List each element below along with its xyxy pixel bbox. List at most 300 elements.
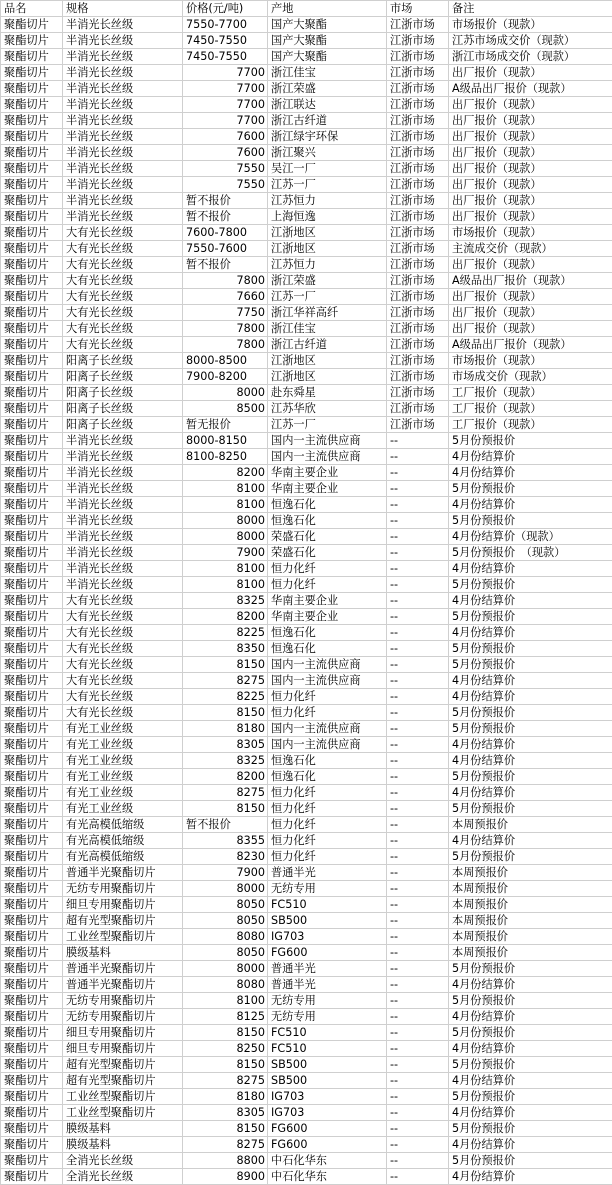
cell-product: 聚酯切片 (1, 737, 63, 753)
cell-spec: 无纺专用聚酯切片 (63, 881, 183, 897)
cell-origin: 江苏一厂 (268, 177, 387, 193)
cell-product: 聚酯切片 (1, 609, 63, 625)
cell-market: 江浙市场 (387, 33, 449, 49)
table-row (1, 401, 612, 417)
cell-price: 8000-8500 (183, 353, 268, 369)
table-row (1, 577, 612, 593)
table-row (1, 689, 612, 705)
cell-remark: 5月份预报价 (449, 1121, 612, 1137)
cell-market: -- (387, 641, 449, 657)
table-row (1, 513, 612, 529)
cell-origin: 江浙地区 (268, 225, 387, 241)
table-row (1, 321, 612, 337)
cell-spec: 有光高模低缩级 (63, 849, 183, 865)
cell-product: 聚酯切片 (1, 1073, 63, 1089)
cell-product: 聚酯切片 (1, 17, 63, 33)
cell-market: -- (387, 1121, 449, 1137)
cell-spec: 大有光长丝级 (63, 689, 183, 705)
cell-remark: 浙江市场成交价（现款） (449, 49, 612, 65)
cell-price: 8000 (183, 881, 268, 897)
cell-market: -- (387, 1169, 449, 1185)
cell-product: 聚酯切片 (1, 177, 63, 193)
cell-origin: 恒力化纤 (268, 689, 387, 705)
cell-origin: 恒力化纤 (268, 705, 387, 721)
cell-origin: 浙江华祥高纤 (268, 305, 387, 321)
cell-market: -- (387, 481, 449, 497)
cell-price: 8500 (183, 401, 268, 417)
cell-spec: 膜级基料 (63, 945, 183, 961)
cell-price: 8225 (183, 625, 268, 641)
cell-price: 7750 (183, 305, 268, 321)
cell-price: 7450-7550 (183, 33, 268, 49)
cell-market: -- (387, 833, 449, 849)
cell-product: 聚酯切片 (1, 849, 63, 865)
cell-origin: FC510 (268, 1025, 387, 1041)
table-row (1, 449, 612, 465)
table-row (1, 545, 612, 561)
cell-product: 聚酯切片 (1, 449, 63, 465)
cell-spec: 半消光长丝级 (63, 33, 183, 49)
cell-remark: 4月份结算价 (449, 833, 612, 849)
cell-product: 聚酯切片 (1, 689, 63, 705)
cell-price: 8050 (183, 945, 268, 961)
cell-market: 江浙市场 (387, 49, 449, 65)
cell-origin: 江苏一厂 (268, 417, 387, 433)
cell-remark: 4月份结算价 (449, 449, 612, 465)
cell-origin: 江苏恒力 (268, 193, 387, 209)
cell-spec: 半消光长丝级 (63, 529, 183, 545)
cell-remark: 出厂报价（现款） (449, 65, 612, 81)
table-row (1, 17, 612, 33)
cell-product: 聚酯切片 (1, 913, 63, 929)
cell-market: -- (387, 609, 449, 625)
cell-price: 8000 (183, 529, 268, 545)
cell-product: 聚酯切片 (1, 337, 63, 353)
cell-remark: 出厂报价（现款） (449, 129, 612, 145)
table-row (1, 801, 612, 817)
cell-spec: 细旦专用聚酯切片 (63, 897, 183, 913)
cell-spec: 大有光长丝级 (63, 337, 183, 353)
cell-market: 江浙市场 (387, 113, 449, 129)
cell-price: 8150 (183, 1057, 268, 1073)
cell-price: 8080 (183, 929, 268, 945)
cell-price: 暂不报价 (183, 209, 268, 225)
cell-spec: 半消光长丝级 (63, 177, 183, 193)
header-price: 价格(元/吨) (183, 1, 268, 17)
cell-origin: 国内一主流供应商 (268, 433, 387, 449)
cell-remark: 4月份结算价 (449, 625, 612, 641)
cell-market: 江浙市场 (387, 385, 449, 401)
cell-product: 聚酯切片 (1, 401, 63, 417)
table-row (1, 465, 612, 481)
cell-spec: 工业丝型聚酯切片 (63, 1089, 183, 1105)
cell-price: 8150 (183, 657, 268, 673)
cell-price: 8325 (183, 593, 268, 609)
cell-market: -- (387, 1105, 449, 1121)
cell-product: 聚酯切片 (1, 1121, 63, 1137)
table-row (1, 1105, 612, 1121)
cell-market: -- (387, 1073, 449, 1089)
cell-product: 聚酯切片 (1, 881, 63, 897)
cell-remark: 出厂报价（现款） (449, 321, 612, 337)
cell-origin: 浙江绿宇环保 (268, 129, 387, 145)
cell-market: 江浙市场 (387, 161, 449, 177)
cell-price: 8225 (183, 689, 268, 705)
table-row (1, 753, 612, 769)
cell-origin: IG703 (268, 1105, 387, 1121)
cell-remark: 出厂报价（现款） (449, 145, 612, 161)
cell-product: 聚酯切片 (1, 1105, 63, 1121)
table-row (1, 1121, 612, 1137)
cell-product: 聚酯切片 (1, 81, 63, 97)
cell-market: -- (387, 945, 449, 961)
cell-spec: 超有光型聚酯切片 (63, 1073, 183, 1089)
cell-origin: 国产大聚酯 (268, 33, 387, 49)
table-row (1, 65, 612, 81)
header-remark: 备注 (449, 1, 612, 17)
cell-remark: 市场成交价（现款） (449, 369, 612, 385)
cell-remark: 出厂报价（现款） (449, 193, 612, 209)
cell-origin: 华南主要企业 (268, 481, 387, 497)
cell-product: 聚酯切片 (1, 433, 63, 449)
header-spec: 规格 (63, 1, 183, 17)
cell-price: 8900 (183, 1169, 268, 1185)
cell-spec: 细旦专用聚酯切片 (63, 1025, 183, 1041)
cell-product: 聚酯切片 (1, 465, 63, 481)
cell-product: 聚酯切片 (1, 353, 63, 369)
table-row (1, 1137, 612, 1153)
cell-market: 江浙市场 (387, 177, 449, 193)
cell-product: 聚酯切片 (1, 801, 63, 817)
cell-remark: A级品出厂报价（现款） (449, 81, 612, 97)
cell-remark: 5月份预报价 (449, 1089, 612, 1105)
cell-remark: 4月份结算价 (449, 753, 612, 769)
cell-origin: 无纺专用 (268, 1009, 387, 1025)
cell-market: -- (387, 769, 449, 785)
cell-origin: 恒力化纤 (268, 833, 387, 849)
table-row (1, 497, 612, 513)
cell-product: 聚酯切片 (1, 129, 63, 145)
cell-remark: 4月份结算价 (449, 689, 612, 705)
cell-market: 江浙市场 (387, 401, 449, 417)
cell-spec: 阳离子长丝级 (63, 353, 183, 369)
cell-market: -- (387, 561, 449, 577)
cell-origin: FG600 (268, 1137, 387, 1153)
table-row (1, 81, 612, 97)
cell-spec: 大有光长丝级 (63, 305, 183, 321)
cell-origin: 恒力化纤 (268, 561, 387, 577)
cell-market: -- (387, 737, 449, 753)
cell-spec: 半消光长丝级 (63, 17, 183, 33)
cell-spec: 普通半光聚酯切片 (63, 865, 183, 881)
cell-product: 聚酯切片 (1, 481, 63, 497)
table-row (1, 145, 612, 161)
table-row (1, 945, 612, 961)
cell-remark: 4月份结算价（现款） (449, 529, 612, 545)
cell-product: 聚酯切片 (1, 529, 63, 545)
cell-remark: 主流成交价（现款） (449, 241, 612, 257)
table-row (1, 817, 612, 833)
cell-market: 江浙市场 (387, 81, 449, 97)
cell-remark: 本周预报价 (449, 945, 612, 961)
cell-spec: 半消光长丝级 (63, 465, 183, 481)
cell-origin: 国内一主流供应商 (268, 657, 387, 673)
cell-price: 7550 (183, 177, 268, 193)
cell-remark: 5月份预报价 (449, 1025, 612, 1041)
cell-spec: 阳离子长丝级 (63, 385, 183, 401)
cell-spec: 大有光长丝级 (63, 705, 183, 721)
cell-price: 8150 (183, 1025, 268, 1041)
cell-price: 8250 (183, 1041, 268, 1057)
cell-remark: 出厂报价（现款） (449, 305, 612, 321)
table-row (1, 561, 612, 577)
cell-market: 江浙市场 (387, 417, 449, 433)
cell-product: 聚酯切片 (1, 369, 63, 385)
cell-market: -- (387, 657, 449, 673)
table-row (1, 865, 612, 881)
table-row (1, 929, 612, 945)
table-row (1, 385, 612, 401)
cell-price: 8180 (183, 721, 268, 737)
cell-origin: 普通半光 (268, 865, 387, 881)
cell-remark: 本周预报价 (449, 913, 612, 929)
cell-origin: 江苏华欣 (268, 401, 387, 417)
cell-product: 聚酯切片 (1, 1041, 63, 1057)
table-row (1, 785, 612, 801)
cell-product: 聚酯切片 (1, 561, 63, 577)
cell-product: 聚酯切片 (1, 833, 63, 849)
cell-origin: IG703 (268, 929, 387, 945)
cell-remark: 4月份结算价 (449, 465, 612, 481)
table-row (1, 241, 612, 257)
cell-remark: 4月份结算价 (449, 785, 612, 801)
cell-origin: 恒逸石化 (268, 497, 387, 513)
cell-remark: 5月份预报价 (449, 657, 612, 673)
cell-origin: 荣盛石化 (268, 529, 387, 545)
cell-price: 8355 (183, 833, 268, 849)
cell-spec: 大有光长丝级 (63, 241, 183, 257)
cell-spec: 半消光长丝级 (63, 145, 183, 161)
cell-remark: 4月份结算价 (449, 977, 612, 993)
cell-price: 8080 (183, 977, 268, 993)
cell-market: -- (387, 849, 449, 865)
cell-spec: 膜级基料 (63, 1137, 183, 1153)
cell-remark: 工厂报价（现款） (449, 417, 612, 433)
cell-product: 聚酯切片 (1, 721, 63, 737)
table-row (1, 433, 612, 449)
cell-market: -- (387, 1153, 449, 1169)
cell-market: -- (387, 1137, 449, 1153)
cell-origin: 江苏一厂 (268, 289, 387, 305)
cell-price: 8275 (183, 1137, 268, 1153)
cell-spec: 大有光长丝级 (63, 257, 183, 273)
cell-market: -- (387, 977, 449, 993)
table-row (1, 305, 612, 321)
cell-spec: 半消光长丝级 (63, 65, 183, 81)
cell-product: 聚酯切片 (1, 769, 63, 785)
cell-product: 聚酯切片 (1, 705, 63, 721)
cell-spec: 大有光长丝级 (63, 593, 183, 609)
cell-remark: 5月份预报价 (449, 609, 612, 625)
cell-spec: 大有光长丝级 (63, 657, 183, 673)
cell-spec: 全消光长丝级 (63, 1169, 183, 1185)
cell-market: -- (387, 785, 449, 801)
cell-spec: 大有光长丝级 (63, 625, 183, 641)
cell-origin: 上海恒逸 (268, 209, 387, 225)
cell-remark: 工厂报价（现款） (449, 385, 612, 401)
cell-remark: 出厂报价（现款） (449, 209, 612, 225)
table-row (1, 849, 612, 865)
cell-spec: 全消光长丝级 (63, 1153, 183, 1169)
cell-price: 7450-7550 (183, 49, 268, 65)
cell-price: 8000 (183, 385, 268, 401)
table-row (1, 737, 612, 753)
table-row (1, 129, 612, 145)
cell-remark: 4月份结算价 (449, 1073, 612, 1089)
cell-remark: 出厂报价（现款） (449, 161, 612, 177)
cell-remark: 市场报价（现款） (449, 17, 612, 33)
table-row (1, 593, 612, 609)
cell-origin: FG600 (268, 945, 387, 961)
cell-remark: 市场报价（现款） (449, 353, 612, 369)
cell-price: 7600 (183, 145, 268, 161)
cell-market: -- (387, 1025, 449, 1041)
cell-origin: 浙江佳宝 (268, 321, 387, 337)
cell-price: 8800 (183, 1153, 268, 1169)
cell-remark: 本周预报价 (449, 929, 612, 945)
cell-price: 暂不报价 (183, 193, 268, 209)
cell-remark: 本周预报价 (449, 881, 612, 897)
cell-product: 聚酯切片 (1, 385, 63, 401)
cell-origin: 国内一主流供应商 (268, 673, 387, 689)
table-row (1, 913, 612, 929)
cell-price: 7900 (183, 545, 268, 561)
table-row (1, 977, 612, 993)
cell-price: 8100 (183, 561, 268, 577)
cell-market: 江浙市场 (387, 193, 449, 209)
cell-remark: 5月份预报价 (449, 801, 612, 817)
cell-product: 聚酯切片 (1, 257, 63, 273)
cell-origin: SB500 (268, 1073, 387, 1089)
cell-price: 8000 (183, 513, 268, 529)
cell-spec: 半消光长丝级 (63, 193, 183, 209)
cell-price: 8100 (183, 993, 268, 1009)
cell-price: 8305 (183, 1105, 268, 1121)
cell-product: 聚酯切片 (1, 1153, 63, 1169)
cell-spec: 细旦专用聚酯切片 (63, 1041, 183, 1057)
cell-product: 聚酯切片 (1, 145, 63, 161)
cell-spec: 普通半光聚酯切片 (63, 977, 183, 993)
cell-price: 7900-8200 (183, 369, 268, 385)
cell-remark: 5月份预报价 (449, 577, 612, 593)
cell-origin: 吴江一厂 (268, 161, 387, 177)
cell-product: 聚酯切片 (1, 193, 63, 209)
cell-origin: 江浙地区 (268, 369, 387, 385)
cell-remark: 本周预报价 (449, 817, 612, 833)
cell-remark: 工厂报价（现款） (449, 401, 612, 417)
cell-price: 7600 (183, 129, 268, 145)
cell-remark: 出厂报价（现款） (449, 257, 612, 273)
cell-market: -- (387, 449, 449, 465)
cell-market: -- (387, 801, 449, 817)
cell-origin: IG703 (268, 1089, 387, 1105)
cell-market: 江浙市场 (387, 305, 449, 321)
cell-remark: 4月份结算价 (449, 737, 612, 753)
cell-market: -- (387, 753, 449, 769)
cell-origin: 恒逸石化 (268, 769, 387, 785)
table-row (1, 113, 612, 129)
cell-remark: 4月份结算价 (449, 1041, 612, 1057)
cell-spec: 大有光长丝级 (63, 273, 183, 289)
cell-price: 8275 (183, 673, 268, 689)
cell-market: -- (387, 1041, 449, 1057)
cell-spec: 阳离子长丝级 (63, 369, 183, 385)
cell-origin: 中石化华东 (268, 1169, 387, 1185)
cell-origin: 江浙地区 (268, 353, 387, 369)
cell-remark: 5月份预报价 (449, 769, 612, 785)
cell-market: -- (387, 913, 449, 929)
cell-price: 8200 (183, 769, 268, 785)
cell-origin: 江苏恒力 (268, 257, 387, 273)
cell-price: 7700 (183, 113, 268, 129)
cell-remark: 5月份预报价 （现款） (449, 545, 612, 561)
table-row (1, 225, 612, 241)
cell-spec: 普通半光聚酯切片 (63, 961, 183, 977)
cell-market: -- (387, 961, 449, 977)
table-row (1, 97, 612, 113)
cell-spec: 半消光长丝级 (63, 481, 183, 497)
cell-remark: 市场报价（现款） (449, 225, 612, 241)
header-product: 品名 (1, 1, 63, 17)
table-row (1, 641, 612, 657)
cell-origin: 无纺专用 (268, 993, 387, 1009)
cell-market: 江浙市场 (387, 241, 449, 257)
cell-spec: 半消光长丝级 (63, 113, 183, 129)
cell-product: 聚酯切片 (1, 641, 63, 657)
cell-price: 8100 (183, 497, 268, 513)
cell-remark: 5月份预报价 (449, 849, 612, 865)
cell-product: 聚酯切片 (1, 1057, 63, 1073)
table-row (1, 625, 612, 641)
cell-market: -- (387, 689, 449, 705)
cell-market: 江浙市场 (387, 353, 449, 369)
table-row (1, 1073, 612, 1089)
cell-origin: 恒逸石化 (268, 641, 387, 657)
cell-spec: 有光工业丝级 (63, 753, 183, 769)
cell-origin: 浙江古纤道 (268, 113, 387, 129)
table-row (1, 769, 612, 785)
cell-price: 8200 (183, 465, 268, 481)
cell-price: 7700 (183, 81, 268, 97)
cell-market: -- (387, 1089, 449, 1105)
cell-market: 江浙市场 (387, 369, 449, 385)
cell-product: 聚酯切片 (1, 673, 63, 689)
cell-remark: 出厂报价（现款） (449, 177, 612, 193)
cell-remark: 5月份预报价 (449, 705, 612, 721)
cell-product: 聚酯切片 (1, 65, 63, 81)
cell-origin: 恒逸石化 (268, 513, 387, 529)
cell-spec: 工业丝型聚酯切片 (63, 929, 183, 945)
table-row (1, 657, 612, 673)
cell-market: 江浙市场 (387, 289, 449, 305)
cell-origin: 国产大聚酯 (268, 17, 387, 33)
cell-market: 江浙市场 (387, 65, 449, 81)
cell-product: 聚酯切片 (1, 993, 63, 1009)
table-row (1, 481, 612, 497)
table-row (1, 177, 612, 193)
header-origin: 产地 (268, 1, 387, 17)
cell-spec: 有光高模低缩级 (63, 817, 183, 833)
